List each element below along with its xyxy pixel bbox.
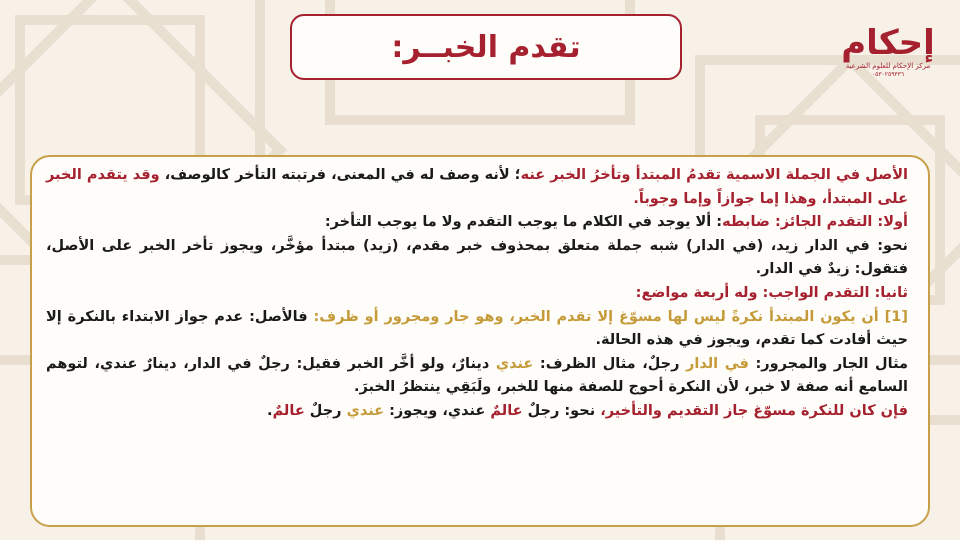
text-span-red: ثانيا: التقدم الواجب: وله أربعة مواضع: [635,284,908,301]
page-title: تقدم الخبــر: [391,29,581,65]
text-span-red: الأصل في الجملة الاسمية تقدمُ المبتدأ وتأخرُ الخبر عنه [520,167,908,183]
logo-mark: إحكام [841,23,935,63]
text-span: : ألا يوجد في الكلام ما يوجب التقدم ولا ما يوجب التأخر: [324,214,723,231]
content-box [30,155,930,527]
title-box [290,14,682,80]
text-span-red: عالمٌ [272,402,305,419]
text-span: نحو: رجلٌ [522,402,596,419]
paragraph [46,400,908,424]
logo-number: ٠٥٣٠٢٥٩٣٣٦ [871,71,905,78]
text-span-gold: [1] أن يكون المبتدأ نكرةً ليس لها مسوّغ إلا تقدم الخبر، وهو جار ومجرور أو ظرف: [313,308,908,325]
logo-subtitle: مركز الإحكام للعلوم الشرعية [845,62,931,70]
text-span: عندي، ويجوز: [384,402,491,419]
text-span-red: وقد يتقدم الخبر على المبتدأ، وهذا إما جوازاً وإما وجوباً. [46,167,908,207]
text-span: نحو: في الدار زيد، (في الدار) شبه جملة متعلق بمحذوف خبر مقدم، (زيد) مبتدأ مؤخَّر، ويجوز تأخر الخبر على الأصل، فتقول: زيدٌ في الدار. [46,237,908,278]
text-span: رجلٌ، مثال الظرف: [533,355,687,372]
text-span: رجلٌ [304,402,347,419]
text-span: مثال الجار والمجرور: [748,355,908,372]
logo [838,24,938,94]
text-span-gold: في الدار [686,355,749,372]
text-span-red: أولا: التقدم الجائز: ضابطه [722,214,908,231]
text-span: . [267,402,273,419]
text-span-gold: عندي [495,355,534,372]
paragraph [46,235,908,282]
text-span: دينارٌ، ولو أخَّر الخبر فقيل: رجلٌ في الدار، دينارٌ عندي، لتوهم السامع أنه صفة لا خبر، لأن النكرة أحوج للصفة منها للخبر، ولَبَقِي ينتظرُ الخبرَ. [46,355,908,396]
text-span: ؛ لأنه وصف له في المعنى، فرتبته التأخر كالوصف، [159,167,521,183]
text-span-red: عالمٌ [490,402,523,419]
paragraph [46,306,908,353]
text-span: فالأصل: عدم جواز الابتداء بالنكرة إلا حيث أفادت كما تقدم، ويجوز في هذه الحالة. [46,308,908,349]
paragraph [46,211,908,235]
paragraph [46,353,908,400]
paragraph [46,282,908,306]
text-span-red: فإن كان للنكرة مسوّغ جاز التقديم والتأخير، [595,402,908,419]
paragraph [46,164,908,211]
text-span-gold: عندي [346,402,385,419]
